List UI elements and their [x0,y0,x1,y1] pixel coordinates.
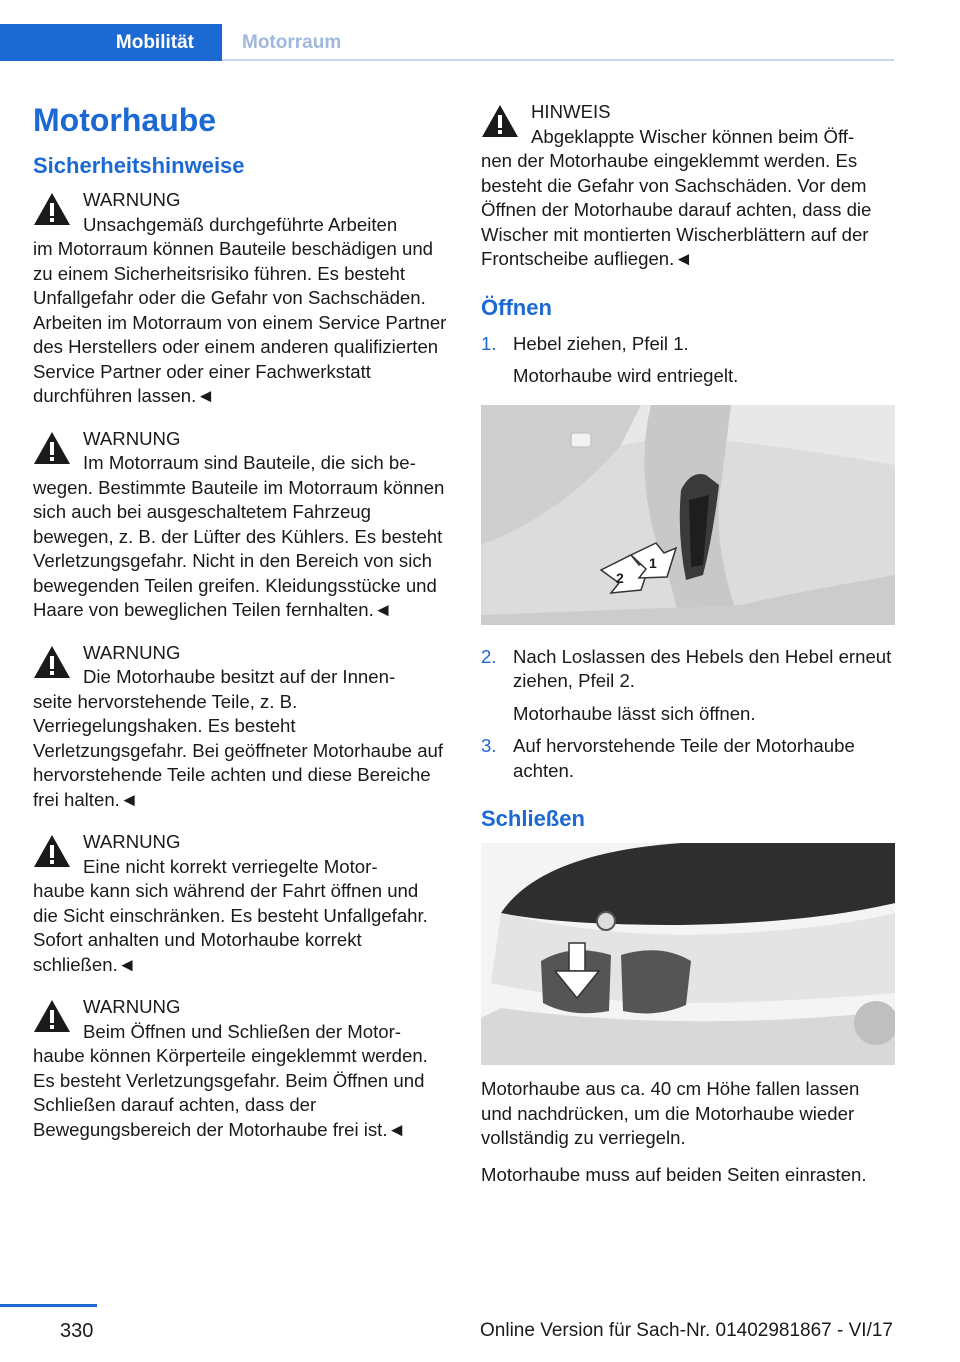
warning-label: WARNUNG [83,641,181,663]
notice-text-first: Abgeklappte Wischer können beim Öff- [531,125,855,147]
footer-online-version: Online Version für Sach-Nr. 01402981867 - VI/17 [480,1320,893,1341]
warning-block [33,830,447,977]
arrow-label-2: 2 [616,569,624,586]
warning-text-first: Unsachgemäß durchgeführte Arbeiten [83,213,398,235]
notice-block [481,100,895,272]
warning-label: WARNUNG [83,427,181,449]
warning-triangle-icon [33,192,71,226]
list-item-step-2 [481,645,895,727]
warning-triangle-icon [33,645,71,679]
warning-block [33,641,447,813]
step-number: 1. [481,332,497,354]
warning-text-first: Die Motorhaube besitzt auf der Innen- [83,666,396,687]
page-number-rule [0,1304,97,1307]
step-text: Auf hervorstehende Teile der Motorhaube achten. [513,735,855,781]
list-item-step-3 [481,734,895,783]
warning-label: WARNUNG [83,831,181,852]
step-result: Motorhaube wird entriegelt. [513,365,739,386]
arrow-label-1: 1 [649,554,657,571]
open-steps-list-continued [481,645,895,784]
page-title: Motorhaube [33,102,217,138]
warning-label: WARNUNG [83,996,181,1017]
tab-underline [222,59,894,61]
step-text: Nach Loslassen des Hebels den Hebel erneut ziehen, Pfeil 2. [513,645,892,691]
page-number: 330 [60,1320,94,1342]
warning-text: haube kann sich während der Fahrt öffnen und die Sicht einschränken. Es besteht Unfallgefahr. Sofort anhalten und Motorhaube korrekt schließen.◄ [33,880,428,975]
warning-text-first: Im Motorraum sind Bauteile, die sich be- [83,452,416,473]
step-number: 3. [481,735,497,756]
chapter-tab-bar [0,24,894,61]
open-steps-list [481,332,895,389]
warning-text-first: Beim Öffnen und Schließen der Motor- [83,1020,401,1042]
step-text: Hebel ziehen, Pfeil 1. [513,332,689,354]
warning-block [33,995,447,1142]
right-column [481,100,895,1199]
warning-label: WARNUNG [83,189,181,210]
warning-text: im Motorraum können Bauteile beschädigen und zu einem Sicherheitsrisiko führen. Es besteht Unfallgefahr oder die Gefahr von Sachschäden. Arbeiten im Motorraum von einem Service Partner des Herstellers oder einem anderen qualifizierten Service Partner oder einer Fachwerkstatt durchführen lassen.◄ [33,238,447,406]
step-number: 2. [481,645,497,667]
warning-triangle-icon [33,834,71,868]
warning-text: haube können Körperteile eingeklemmt werden. Es besteht Verletzungsgefahr. Beim Öffnen und Schließen darauf achten, dass der Bewegungsbereich der Motorhaube frei ist.◄ [33,1045,428,1140]
warning-triangle-icon [33,431,71,465]
section-heading-close: Schließen [481,806,585,831]
notice-text: nen der Motorhaube eingeklemmt werden. Es besteht die Gefahr von Sachschäden. Vor dem Öffnen der Motorhaube darauf achten, dass die Wischer mit montierten Wischerblättern auf der Frontscheibe aufliegen.◄ [481,150,872,269]
tab-motorraum: Motorraum [242,31,342,53]
warning-text: wegen. Bestimmte Bauteile im Motorraum können sich auch bei ausgeschaltetem Fahrzeug bewegen, z. B. der Lüfter des Kühlers. Es besteht Verletzungsgefahr. Nicht in den Bereich von sich bewegenden Teilen greifen. Kleidungsstücke und Haare von beweglichen Teilen fernhalten.◄ [33,476,445,620]
warning-block [33,188,447,409]
warning-text-first: Eine nicht korrekt verriegelte Motor- [83,855,378,877]
hood-release-lever-image [481,405,895,625]
list-item-step-1 [481,332,895,389]
section-heading-open: Öffnen [481,294,552,320]
tab-mobilitaet: Mobilität [0,24,222,61]
notice-label: HINWEIS [531,101,611,122]
warning-triangle-icon [481,104,519,138]
close-instruction-2: Motorhaube muss auf beiden Seiten einrasten. [481,1163,867,1185]
section-heading-safety: Sicherheitshinweise [33,153,245,178]
warning-triangle-icon [33,999,71,1033]
close-instruction-1: Motorhaube aus ca. 40 cm Höhe fallen lassen und nachdrücken, um die Motorhaube wieder vollständig zu verriegeln. [481,1078,860,1148]
left-column [33,100,447,1160]
warning-text: seite hervorstehende Teile, z. B. Verriegelungshaken. Es besteht Verletzungsgefahr. Bei geöffneter Motorhaube auf hervorstehende Teile achten und diese Bereiche frei halten.◄ [33,690,444,810]
step-result: Motorhaube lässt sich öffnen. [513,702,756,724]
warning-block [33,427,447,623]
hood-closing-image [481,843,895,1065]
